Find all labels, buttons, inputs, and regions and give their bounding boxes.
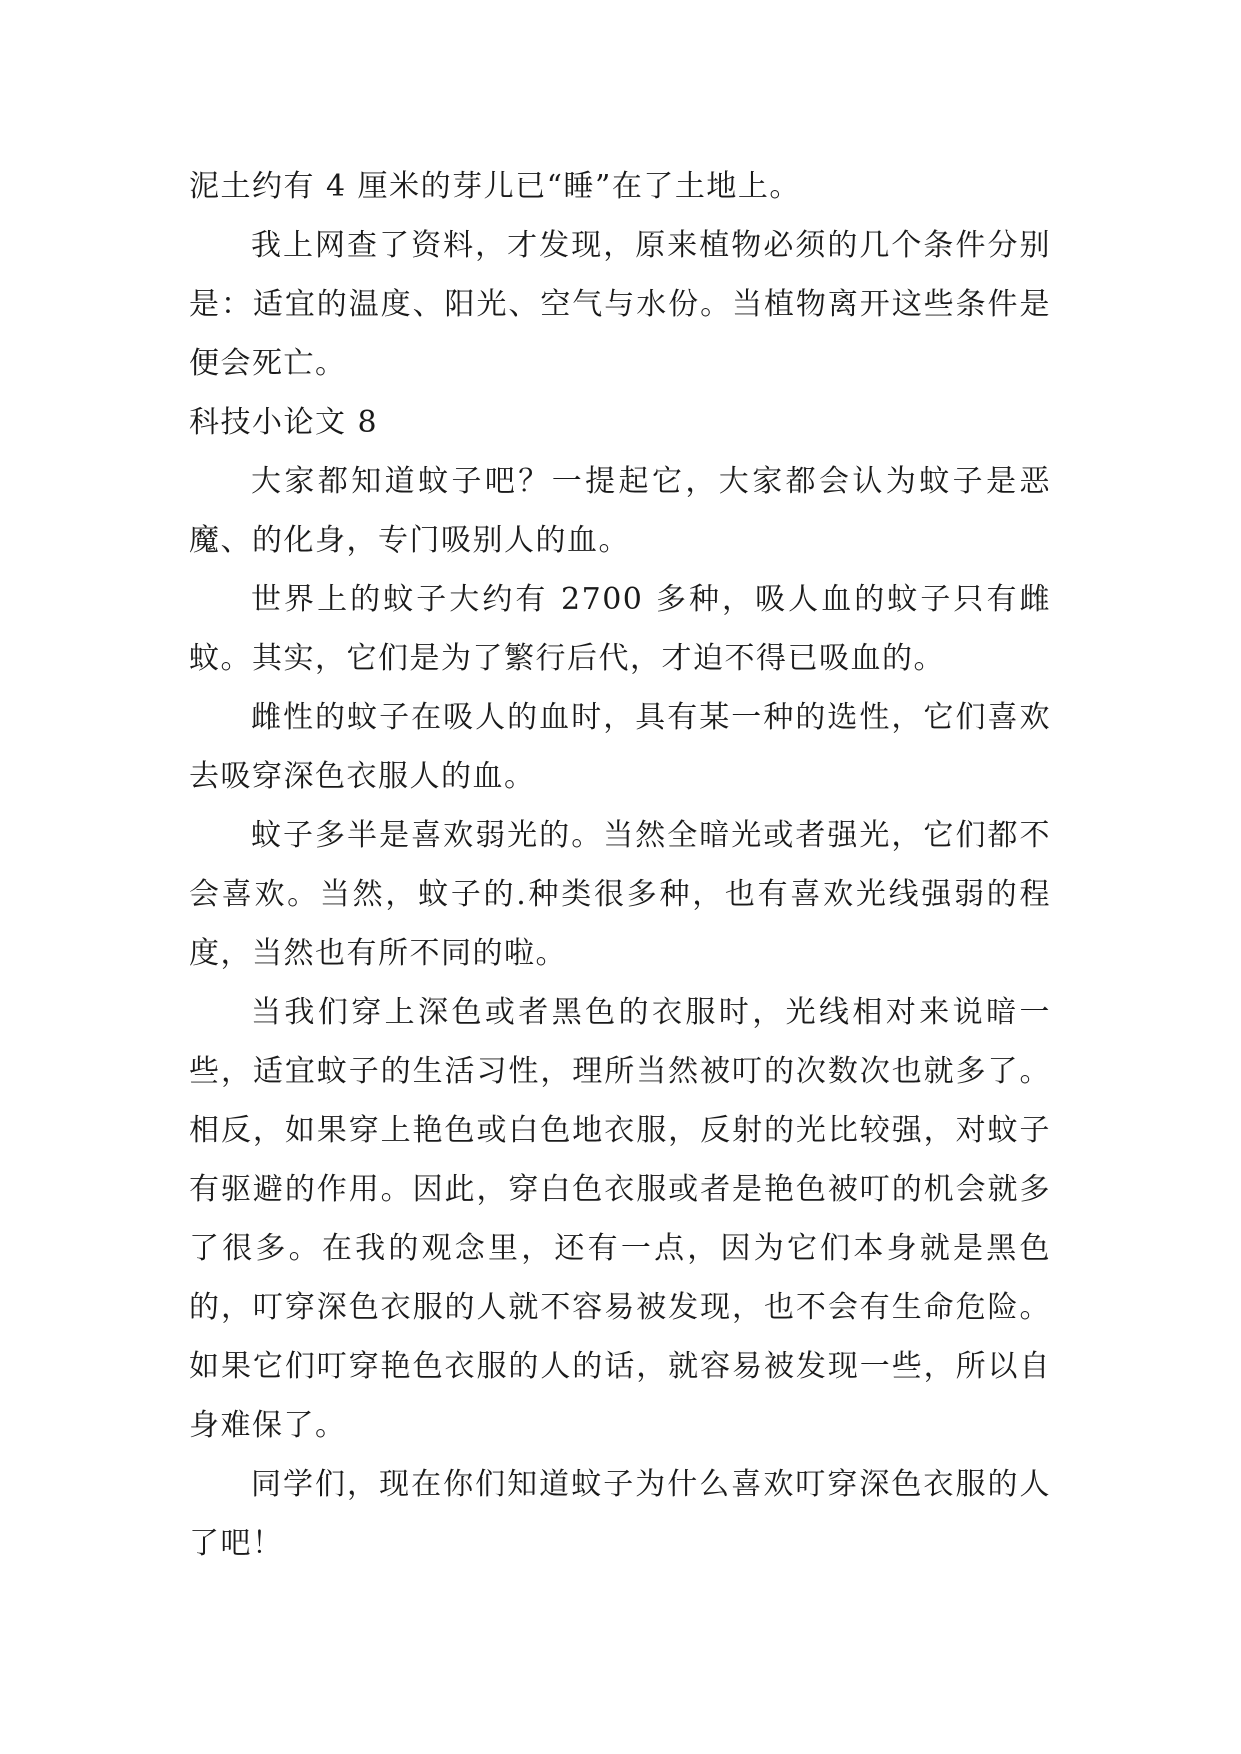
paragraph-plant-conditions: 我上网查了资料，才发现，原来植物必须的几个条件分别是：适宜的温度、阳光、空气与水份。当植物离开这些条件是便会死亡。 xyxy=(189,228,1051,381)
paragraph-mosquito-species: 世界上的蚊子大约有 2700 多种，吸人血的蚊子只有雌蚊。其实，它们是为了繁行后代，才迫不得已吸血的。 xyxy=(189,582,1051,676)
section-title: 科技小论文 8 xyxy=(189,405,379,440)
paragraph-conclusion: 同学们，现在你们知道蚊子为什么喜欢叮穿深色衣服的人了吧！ xyxy=(189,1467,1051,1561)
paragraph-continuation: 泥土约有 4 厘米的芽儿已“睡”在了土地上。 xyxy=(189,169,801,204)
paragraph-mosquito-selection: 雌性的蚊子在吸人的血时，具有某一种的选性，它们喜欢去吸穿深色衣服人的血。 xyxy=(189,700,1051,794)
paragraph-mosquito-intro: 大家都知道蚊子吧？一提起它，大家都会认为蚊子是恶魔、的化身，专门吸别人的血。 xyxy=(189,464,1051,558)
paragraph-mosquito-clothing: 当我们穿上深色或者黑色的衣服时，光线相对来说暗一些，适宜蚊子的生活习性，理所当然被叮的次数次也就多了。相反，如果穿上艳色或白色地衣服，反射的光比较强，对蚊子有驱避的作用。因此，穿白色衣服或者是艳色被叮的机会就多了很多。在我的观念里，还有一点，因为它们本身就是黑色的，叮穿深色衣服的人就不容易被发现，也不会有生命危险。如果它们叮穿艳色衣服的人的话，就容易被发现一些，所以自身难保了。 xyxy=(189,995,1051,1443)
document-body xyxy=(189,157,1051,1573)
paragraph-mosquito-light: 蚊子多半是喜欢弱光的。当然全暗光或者强光，它们都不会喜欢。当然，蚊子的.种类很多种，也有喜欢光线强弱的程度，当然也有所不同的啦。 xyxy=(189,818,1051,971)
